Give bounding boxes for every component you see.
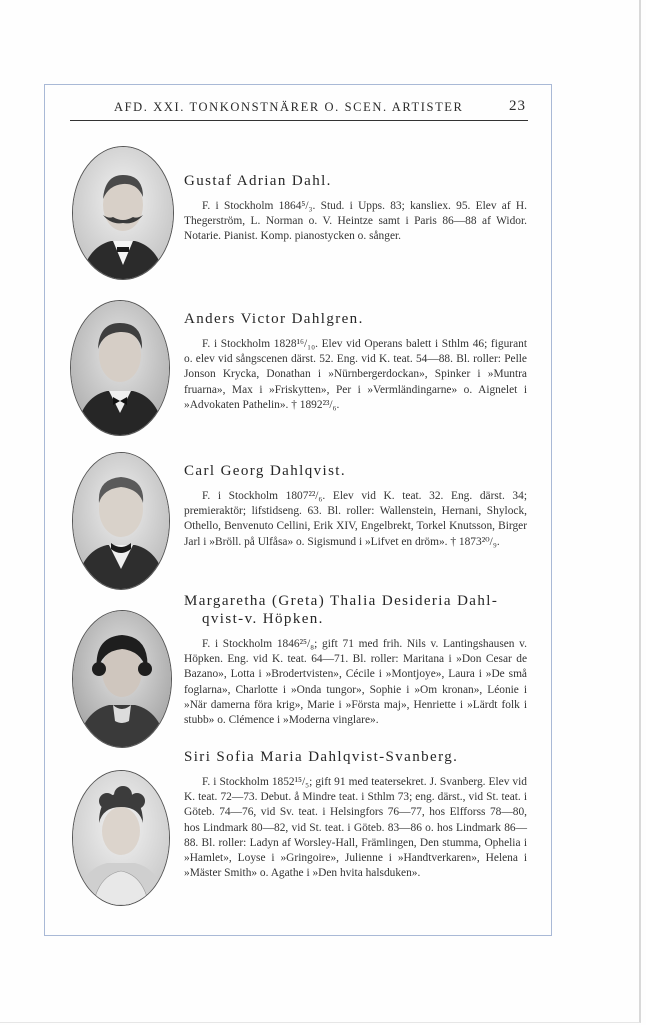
- entry-anders-dahlgren: [184, 310, 527, 413]
- entry-name: Siri Sofia Maria Dahlqvist-Svanberg.: [184, 749, 459, 765]
- portrait-gustaf-dahl: [72, 146, 174, 280]
- entry-margaretha-dahlqvist: [184, 592, 527, 728]
- portrait-margaretha-dahlqvist: [72, 610, 172, 748]
- entry-name: Gustaf Adrian Dahl.: [184, 173, 332, 189]
- running-header: [70, 100, 528, 121]
- entry-name-line-1: Margaretha (Greta) Thalia Desideria Dahl-: [184, 593, 499, 609]
- entry-siri-dahlqvist-svanberg: [184, 748, 527, 881]
- entry-text: F. i Stockholm 1864⁵/₃. Stud. i Upps. 83; kansliex. 95. Elev af H. Thegerström, L. Norman o. V. Heintze samt i Paris 86—88 af Widor. Notarie. Pianist. Komp. pianostycken o. sånger.: [184, 200, 527, 243]
- entry-gustaf-dahl: [184, 172, 527, 245]
- entry-carl-dahlqvist: [184, 462, 527, 550]
- entry-text: F. i Stockholm 1807²²/₆. Elev vid K. teat. 32. Eng. därst. 34; premieraktör; lifstidseng. 63. Bl. roller: Wallenstein, Hernani, Shylock, Othello, Benvenuto Cellini, Erik XIV, Engelbrekt, Torkel Knutsson, Birger Jarl i »Bröll. på Ulfåsa» o. Sigismund i »Lifvet en dröm». † 1873²⁰/₉.: [184, 490, 527, 548]
- portrait-siri-dahlqvist-svanberg: [72, 770, 170, 906]
- entry-name: Anders Victor Dahlgren.: [184, 311, 364, 327]
- entry-text: F. i Stockholm 1852¹⁵/₅; gift 91 med teatersekret. J. Svanberg. Elev vid K. teat. 72—73. Debut. å Mindre teat. i Sthlm 73; eng. därst., vid St. teat. i Göteb. 74—76, vid Sv. teat. i Helsingfors 76—77, hos Elfforss 78—80, hos Lindmark 80—82, vid St. teat. i Göteb. 83—86 o. hos Lindmark 86—88. Bl. roller: Ladyn af Worsley-Hall, Främlingen, Den stumma, Ophelia i »Hamlet», Loyse i »Gringoire», Julienne i »Handtverkaren», Helena i »Mäster Smith» o. Agathe i »Den hvita halsduken».: [184, 776, 527, 880]
- entry-text: F. i Stockholm 1828¹⁶/₁₀. Elev vid Operans balett i Sthlm 46; figurant o. elev vid sångscenen därst. 52. Eng. vid K. teat. 54—88. Bl. roller: Pelle Jonson Krycka, Donathan i »Nürnbergerdockan», Spinker i »Muntra fruarna», Max i »Friskytten», Per i »Vermländingarne» o. Aignelet i »Advokaten Pathelin». † 1892²³/₆.: [184, 338, 527, 411]
- page-number: 23: [509, 98, 526, 114]
- entry-name-line-2: qvist-v. Höpken.: [202, 611, 324, 627]
- portrait-anders-dahlgren: [70, 300, 170, 436]
- entry-text: F. i Stockholm 1846²⁵/₈; gift 71 med frih. Nils v. Lantingshausen v. Höpken. Eng. vid K. teat. 64—71. Bl. roller: Maritana i »Don Cesar de Bazano», Lotta i »Brodertvisten», Cécile i »Montjoye», Laura i »De små foglarna», Charlotte i »Onda tungor», Sophie i »Om kronan», Léonie i »När damerna föra krig», Marie i »Första maj», Henriette i »Lärdt folk i stubb» o. Clémence i »Moderna vinglare».: [184, 638, 527, 727]
- portrait-carl-dahlqvist: [72, 452, 170, 590]
- header-title: AFD. XXI. TONKONSTNÄRER O. SCEN. ARTISTER: [114, 100, 464, 114]
- entry-name: [184, 592, 527, 628]
- entry-name: Carl Georg Dahlqvist.: [184, 463, 347, 479]
